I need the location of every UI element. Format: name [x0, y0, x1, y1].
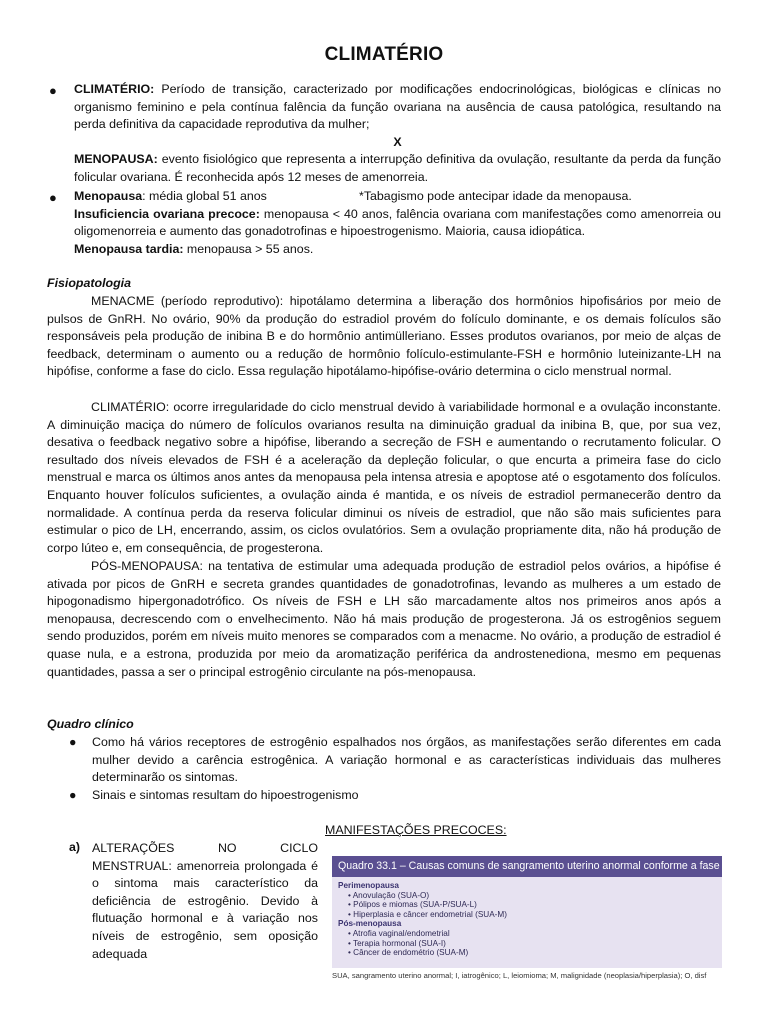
list-item: • Terapia hormonal (SUA-I) [348, 938, 446, 948]
manifestacoes-precoces-heading: MANIFESTAÇÕES PRECOCES: [325, 823, 507, 837]
list-item: ● Sinais e sintomas resultam do hipoestrogenismo [92, 787, 721, 805]
list-item: • Anovulação (SUA-O) [348, 890, 430, 900]
figure-header: Quadro 33.1 – Causas comuns de sangramento uterino anormal conforme a fase [332, 856, 722, 877]
insuficiencia-ovariana: Insuficiencia ovariana precoce: menopausa < 40 anos, falência ovariana com manifestações como amenorreia ou oligomenorreia e aumento das gonadotrofinas e hipoestrogenismo. Maioria, causa idiopática. [74, 206, 721, 239]
menopausa-tardia: Menopausa tardia: menopausa > 55 anos. [74, 241, 314, 256]
figure-footnote: SUA, sangramento uterino anormal; I, iatrogênico; L, leiomioma; M, malignidade (neoplasia/hiperplasia); O, disf [332, 971, 707, 980]
tabagismo-note: *Tabagismo pode antecipar idade da menopausa. [359, 189, 632, 203]
fisio-posmenopausa-paragraph: PÓS-MENOPAUSA: na tentativa de estimular uma adequada produção de estradiol pelos ovários, a hipófise é ativada por picos de GnRH e secreta grandes quantidades de gonadotrofinas, levando as mulheres a um estado de hipogonadismo hipergonadotrófico. Os níveis de FSH e LH são marcadamente altos nos primeiros anos após a menopausa, decrescendo com o envelhecimento. Não há mais produção de progesterona. Já os estrogênios seguem sendo produzidos, porém em níveis muito menores se comparados com a menacme. No ovário, a produção de estradiol é quase nula, e a estrona, produzida por meio da aromatização periférica da androstenediona, mesmo em pequenas quantidades, passa a ser o principal estrogênio circulante na pós-menopausa. [47, 559, 721, 679]
quadro-clinico-heading: Quadro clínico [47, 717, 134, 731]
fisio-climaterio-paragraph: CLIMATÉRIO: ocorre irregularidade do ciclo menstrual devido à variabilidade hormonal e a ovulação inconstante. A diminuição maciça do número de folículos ovarianos resulta na diminuição gradual da inibina B, que, por sua vez, desativa o feedback negativo sobre a hipófise, liberando a secreção de FSH e aumentando o recrutamento folicular. O resultado dos níveis elevados de FSH é a aceleração da depleção folicular, o que encurta a primeira fase do ciclo menstrual e marca os últimos anos antes da menopausa pela intensa atresia e apoptose até o esgotamento dos folículos. Enquanto houver folículos suficientes, a ovulação ainda é mantida, e os níveis de estradiol permanecerão dentro da normalidade. A contínua perda da reserva folicular diminui os níveis de estradiol, que não são mais suficientes para estimular o pico de LH, encerrando, assim, os ciclos ovulatórios. Sem a ovulação propriamente dita, não há produção de corpo lúteo e, em consequência, de progesterona. [47, 400, 721, 555]
quadro-33-1-figure [332, 856, 722, 980]
list-item: • Atrofia vaginal/endometrial [348, 928, 450, 938]
list-item: • Pólipos e miomas (SUA-P/SUA-L) [348, 900, 477, 910]
list-item: • Câncer de endométrio (SUA-M) [348, 948, 469, 958]
bullet-icon: ● [49, 190, 57, 205]
menopausa-ages-block [74, 188, 721, 258]
item-a-label: a) [69, 840, 81, 854]
intro-block [74, 81, 721, 187]
bullet-icon: ● [49, 83, 57, 98]
page-title: CLIMATÉRIO [324, 44, 444, 65]
menopausa-definition: MENOPAUSA: evento fisiológico que representa a interrupção definitiva da ovulação, resultante da perda da função folicular ovariana. É reconhecida após 12 meses de amenorreia. [74, 152, 721, 184]
list-item: • Hiperplasia e câncer endometrial (SUA-M) [348, 909, 507, 919]
list-item: ● Como há vários receptores de estrogênio espalhados nos órgãos, as manifestações serão diferentes em cada mulher devido a carência estrogênica. A variação hormonal e as características individuais das mulheres determinarão os sintomas. [69, 735, 721, 785]
group-posmenopausa: Pós-menopausa [338, 919, 402, 929]
group-perimenopausa: Perimenopausa [338, 881, 399, 890]
item-a-text: ALTERAÇÕES NO CICLO MENSTRUAL: amenorreia prolongada é o sintoma mais característico da deficiência de estrogênio. Devido à flutuação hormonal e à variação nos níveis de estrogênio, sem oposição adequada [92, 841, 318, 961]
bullet-icon: ● [69, 788, 77, 802]
climaterio-definition: CLIMATÉRIO: Período de transição, caracterizado por modificações endocrinológicas, biológicas e clínicas no organismo feminino e pela contínua falência da função ovariana na ausência de causa patológica, resultando na perda definitiva da capacidade reprodutiva da mulher; [74, 82, 721, 132]
fisiopatologia-heading: Fisiopatologia [47, 276, 131, 290]
figure-body [332, 877, 722, 968]
x-mark: X [393, 134, 402, 149]
menopausa-age: Menopausa: média global 51 anos *Tabagismo pode antecipar idade da menopausa. [74, 188, 721, 206]
fisio-menacme-paragraph: MENACME (período reprodutivo): hipotálamo determina a liberação dos hormônios hipofisários por meio de pulsos de GnRH. No ovário, 90% da produção do estradiol provém do folículo dominante, e os demais folículos são responsáveis pela produção de inibina B e do hormônio antimülleriano. Esses produtos ovarianos, por meio de alças de feedback, determinam o aumento ou a redução de hormônio folículo-estimulante-FSH e hormônio luteinizante-LH na hipófise, conforme a fase do ciclo. Essa regulação hipotálamo-hipófise-ovário determina o ciclo menstrual normal. [47, 294, 721, 379]
bullet-icon: ● [69, 735, 77, 749]
